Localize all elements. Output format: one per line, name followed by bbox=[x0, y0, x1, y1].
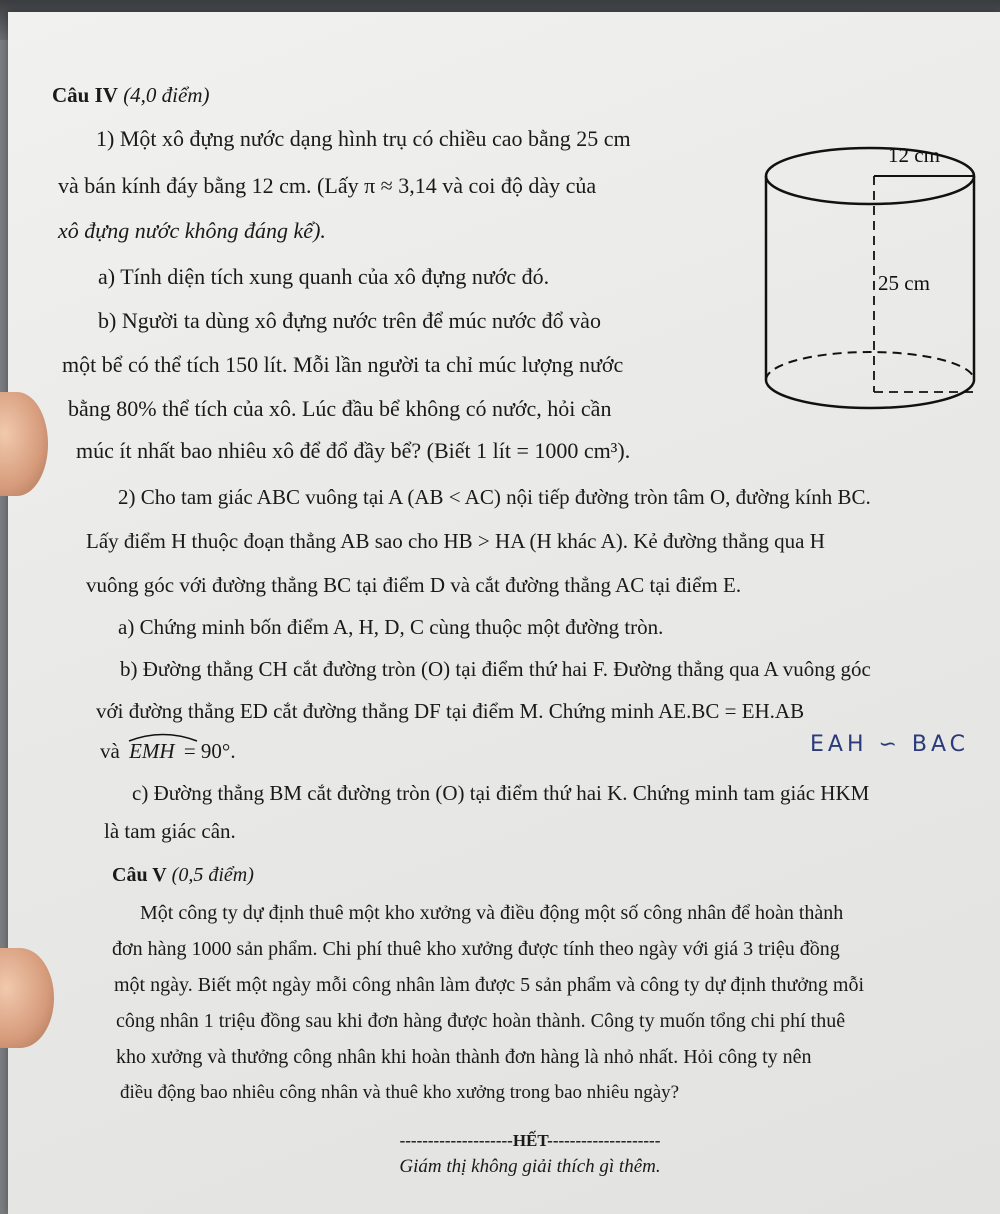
angle-emh-text: EMH bbox=[129, 739, 175, 763]
cau5-line6: điều động bao nhiêu công nhân và thuê kho xưởng trong bao nhiêu ngày? bbox=[120, 1082, 680, 1103]
cau5-heading-bold: Câu V bbox=[112, 864, 167, 886]
p2-line2: Lấy điểm H thuộc đoạn thẳng AB sao cho HB > HA (H khác A). Kẻ đường thẳng qua H bbox=[86, 529, 825, 553]
cau5-heading bbox=[112, 862, 254, 888]
p2-b3-prefix: và bbox=[100, 739, 120, 763]
p1-line2: và bán kính đáy bằng 12 cm. (Lấy π ≈ 3,14 và coi độ dày của bbox=[58, 173, 597, 198]
cau5-line3: một ngày. Biết một ngày mỗi công nhân làm được 5 sản phẩm và công ty dự định thưởng mỗi bbox=[114, 974, 865, 996]
radius-label: 12 cm bbox=[888, 143, 940, 167]
cau5-line5: kho xưởng và thưởng công nhân khi hoàn thành đơn hàng là nhỏ nhất. Hỏi công ty nên bbox=[116, 1046, 812, 1068]
footer-note: Giám thị không giải thích gì thêm. bbox=[399, 1156, 661, 1177]
angle-emh bbox=[125, 738, 179, 764]
cau5-line2: đơn hàng 1000 sản phẩm. Chi phí thuê kho xưởng được tính theo ngày với giá 3 triệu đồng bbox=[112, 938, 840, 960]
height-label: 25 cm bbox=[878, 271, 930, 295]
p1-part-b-line2: một bể có thể tích 150 lít. Mỗi lần người ta chỉ múc lượng nước bbox=[62, 352, 624, 377]
p2-part-a: a) Chứng minh bốn điểm A, H, D, C cùng thuộc một đường tròn. bbox=[118, 615, 664, 639]
p1-part-a: a) Tính diện tích xung quanh của xô đựng nước đó. bbox=[98, 264, 550, 289]
cau4-heading bbox=[52, 82, 210, 108]
cau5-heading-points: (0,5 điểm) bbox=[171, 864, 254, 886]
p2-part-c-line2: là tam giác cân. bbox=[104, 819, 236, 843]
p2-part-b-line1: b) Đường thẳng CH cắt đường tròn (O) tại điểm thứ hai F. Đường thẳng qua A vuông góc bbox=[120, 657, 871, 681]
p2-part-c-line1: c) Đường thẳng BM cắt đường tròn (O) tại điểm thứ hai K. Chứng minh tam giác HKM bbox=[132, 781, 870, 805]
end-marker: --------------------HẾT-------------------- bbox=[399, 1131, 661, 1150]
cylinder-bottom-back bbox=[766, 352, 974, 380]
cau5-line1: Một công ty dự định thuê một kho xưởng và điều động một số công nhân để hoàn thành bbox=[140, 902, 844, 924]
p2-line3: vuông góc với đường thẳng BC tại điểm D và cắt đường thẳng AC tại điểm E. bbox=[86, 573, 742, 597]
p2-b3-suffix: = 90°. bbox=[183, 739, 236, 763]
p2-part-b-line3 bbox=[100, 738, 236, 764]
cau4-heading-points: (4,0 điểm) bbox=[123, 83, 210, 107]
angle-hat bbox=[127, 732, 199, 742]
cylinder-bottom-front bbox=[766, 380, 974, 408]
p1-part-b-line1: b) Người ta dùng xô đựng nước trên để múc nước đổ vào bbox=[98, 308, 601, 333]
p1-line3: xô đựng nước không đáng kể). bbox=[58, 218, 326, 243]
cylinder-figure bbox=[752, 130, 992, 430]
p1-line1: 1) Một xô đựng nước dạng hình trụ có chiều cao bằng 25 cm bbox=[96, 126, 631, 151]
p1-part-b-line4: múc ít nhất bao nhiêu xô để đổ đầy bể? (Biết 1 lít = 1000 cm³). bbox=[76, 438, 631, 463]
p2-line1: 2) Cho tam giác ABC vuông tại A (AB < AC) nội tiếp đường tròn tâm O, đường kính BC. bbox=[118, 485, 871, 509]
p2-part-b-line2: với đường thẳng ED cắt đường thẳng DF tại điểm M. Chứng minh AE.BC = EH.AB bbox=[96, 699, 805, 723]
cau5-line4: công nhân 1 triệu đồng sau khi đơn hàng được hoàn thành. Công ty muốn tổng chi phí thuê bbox=[116, 1010, 846, 1032]
handwritten-note: EAH ∽ BAC bbox=[810, 732, 970, 757]
p1-part-b-line3: bằng 80% thể tích của xô. Lúc đầu bể không có nước, hỏi cần bbox=[68, 396, 612, 421]
cau4-heading-bold: Câu IV bbox=[52, 83, 118, 107]
